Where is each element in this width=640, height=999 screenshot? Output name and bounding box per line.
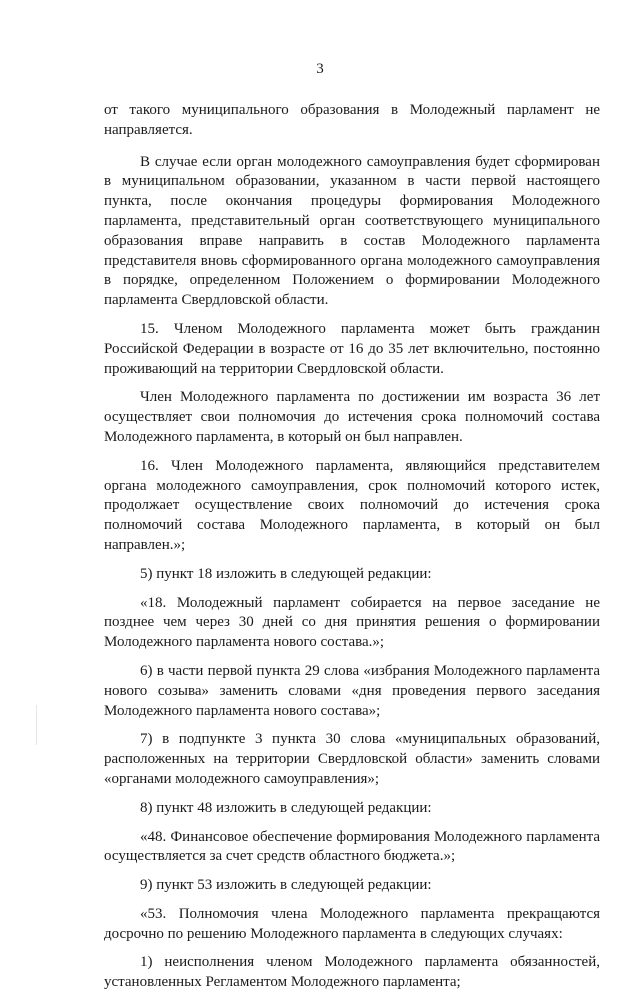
- paragraph-amend-9: 9) пункт 53 изложить в следующей редакции:: [140, 877, 432, 894]
- document-body: [104, 101, 600, 999]
- paragraph-youth-body-formation: В случае если орган молодежного самоуправления будет сформирован в муниципальном образовании, указанном в части первой настоящего пункта, после окончания процедуры формирования Молодежного парламента, представительный орган соответствующего муниципального образования вправе направить в состав Молодежного парламента представителя вновь сформированного органа молодежного самоуправления в порядке, определенном Положением о формировании Молодежного парламента Свердловской области.: [104, 153, 600, 309]
- paragraph-amend-8: 8) пункт 48 изложить в следующей редакции:: [140, 799, 432, 816]
- paragraph-item-48: «48. Финансовое обеспечение формирования Молодежного парламента осуществляется за счет средств областного бюджета.»;: [104, 828, 600, 865]
- paragraph-continuation: от такого муниципального образования в Молодежный парламент не направляется.: [104, 102, 600, 138]
- paragraph-amend-7: 7) в подпункте 3 пункта 30 слова «муниципальных образований, расположенных на территории Свердловской области» заменить словами «органами молодежного самоуправления»;: [104, 731, 600, 787]
- page-number: 3: [316, 61, 324, 77]
- paragraph-item-53: «53. Полномочия члена Молодежного парламента прекращаются досрочно по решению Молодежного парламента в следующих случаях:: [104, 905, 600, 942]
- paragraph-member-age: Член Молодежного парламента по достижении им возраста 36 лет осуществляет свои полномочия до истечения срока полномочий состава Молодежного парламента, в который он был направлен.: [104, 389, 600, 445]
- paragraph-item-15: 15. Членом Молодежного парламента может быть гражданин Российской Федерации в возрасте от 16 до 35 лет включительно, постоянно проживающий на территории Свердловской области.: [104, 320, 600, 377]
- paragraph-amend-6: 6) в части первой пункта 29 слова «избрания Молодежного парламента нового созыва» заменить словами «дня проведения первого заседания Молодежного парламента нового состава»;: [104, 662, 600, 719]
- paragraph-item-16: 16. Член Молодежного парламента, являющийся представителем органа молодежного самоуправления, срок полномочий которого истек, продолжает осуществление своих полномочий до истечения срока полномочий состава Молодежного парламента, в который он был направлен.»;: [104, 457, 600, 553]
- paragraph-subitem-1: 1) неисполнения членом Молодежного парламента обязанностей, установленных Регламентом Молодежного парламента;: [104, 954, 600, 991]
- scan-margin-mark: [36, 705, 37, 745]
- paragraph-amend-5: 5) пункт 18 изложить в следующей редакции:: [140, 565, 432, 582]
- paragraph-item-18: «18. Молодежный парламент собирается на первое заседание не позднее чем через 30 дней со дня принятия решения о формировании Молодежного парламента нового состава.»;: [104, 594, 600, 651]
